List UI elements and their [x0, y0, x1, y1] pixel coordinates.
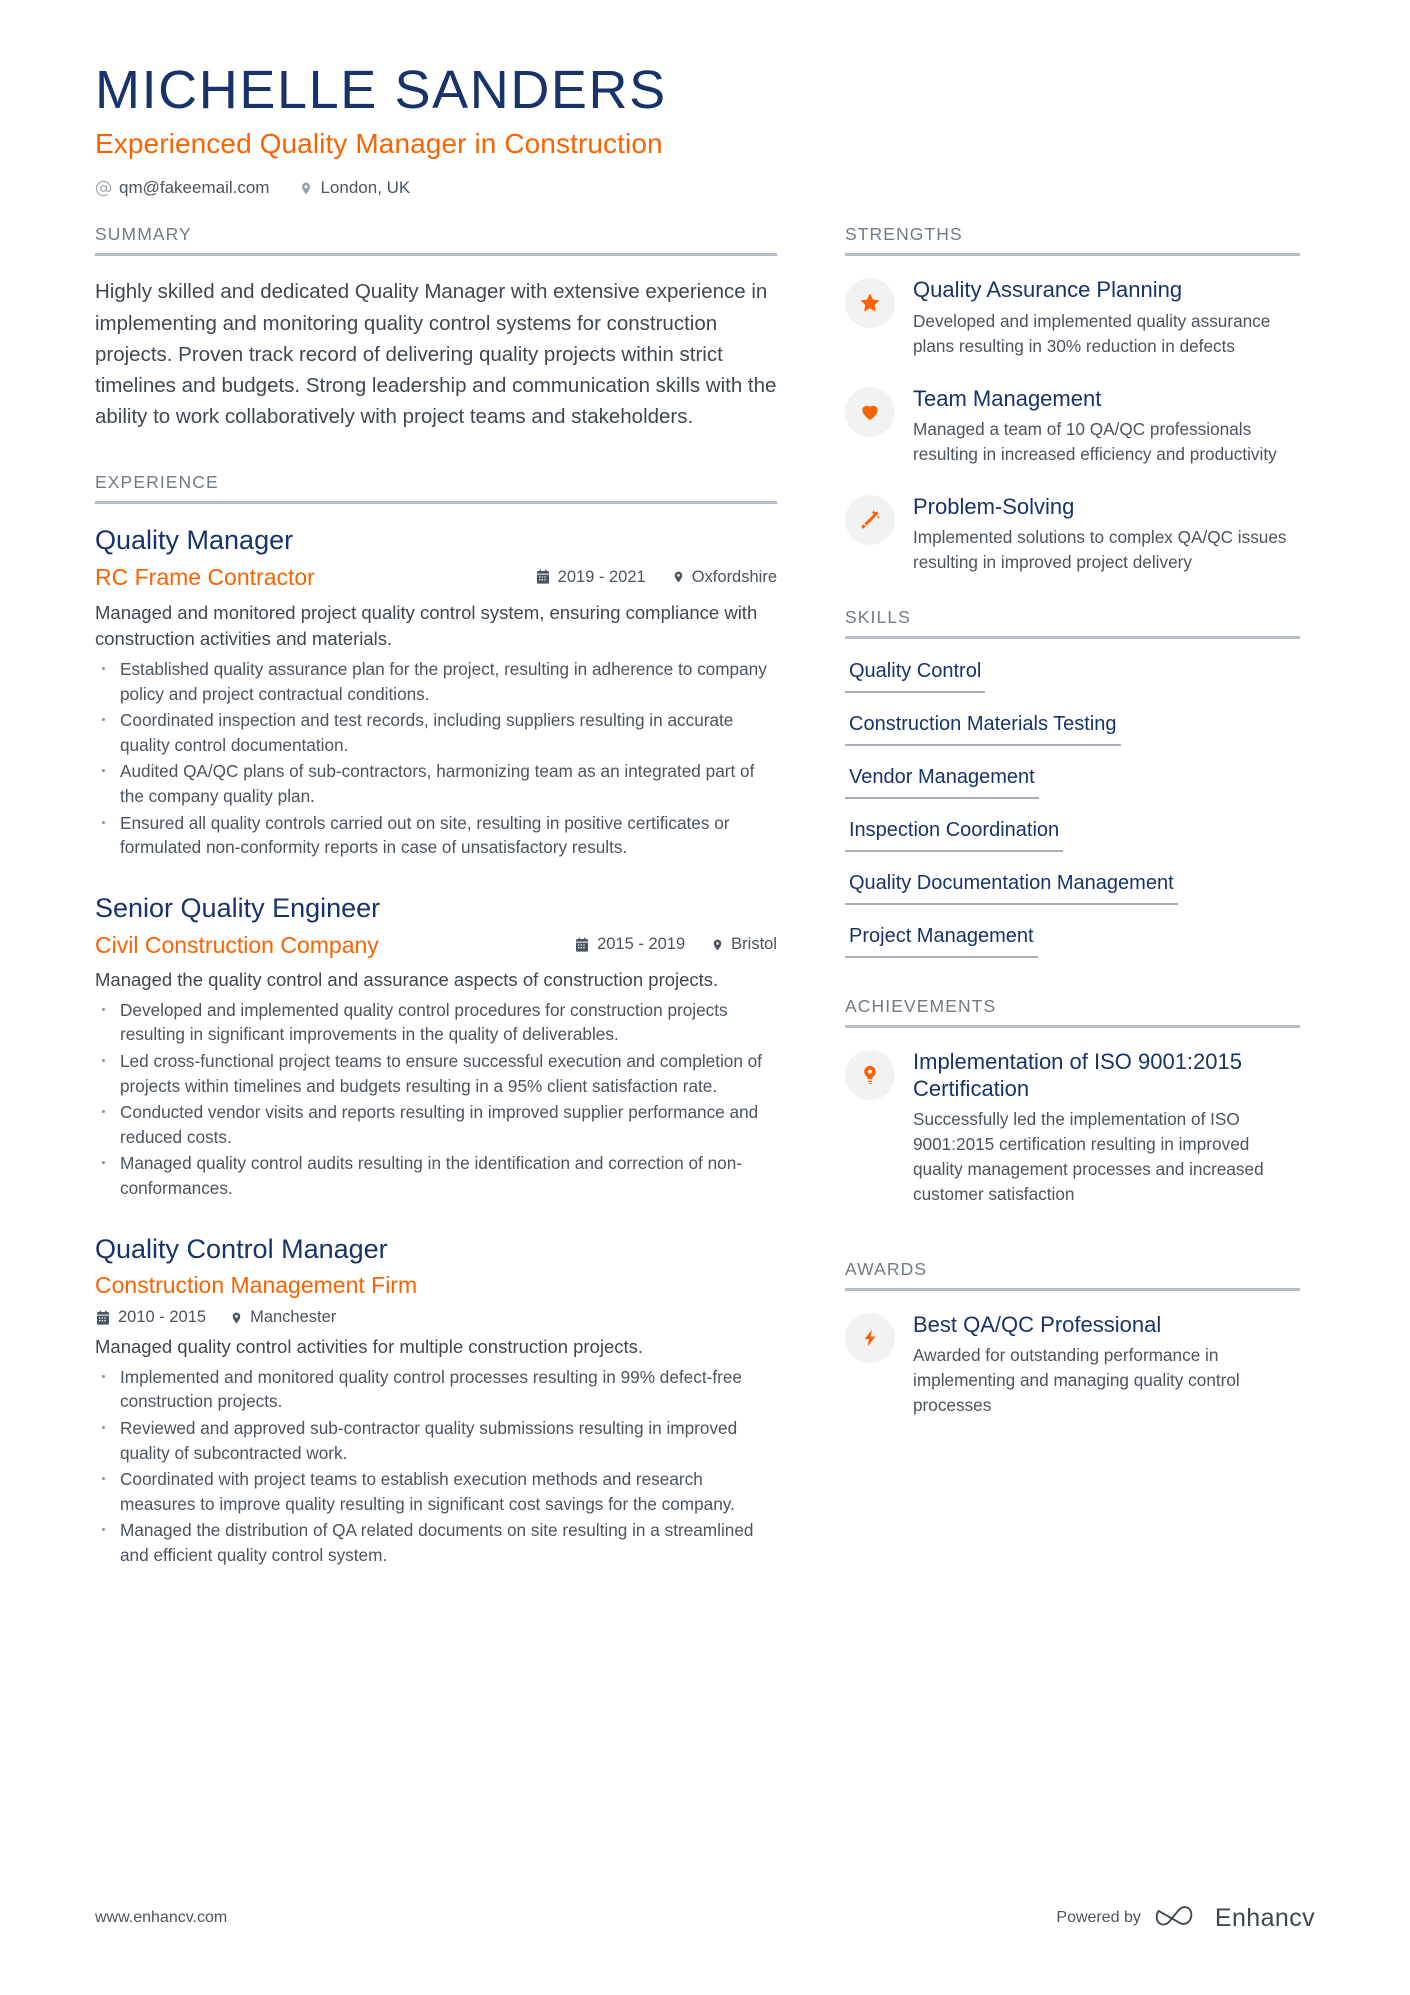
strength-item-description: Developed and implemented quality assurance plans resulting in 30% reduction in defects	[913, 310, 1271, 356]
experience-company: RC Frame Contractor	[95, 564, 315, 590]
resume-body	[95, 224, 1315, 1599]
section-heading-strengths: STRENGTHS	[845, 224, 963, 245]
section-heading-skills: SKILLS	[845, 606, 911, 627]
experience-entry	[95, 524, 777, 860]
section-divider	[845, 1025, 1300, 1028]
experience-bullet: Led cross-functional project teams to ensure successful execution and completion of projects within timelines and budgets resulting in a 95% client satisfaction rate.	[95, 1049, 777, 1098]
skill-item	[845, 924, 1300, 958]
star-icon	[845, 278, 895, 328]
section-heading-awards: AWARDS	[845, 1259, 928, 1280]
calendar-icon	[574, 937, 590, 953]
contact-location-text: London, UK	[320, 178, 411, 198]
experience-bullet: Managed the distribution of QA related documents on site resulting in a streamlined and efficient quality control system.	[95, 1518, 777, 1567]
experience-dates	[535, 568, 646, 587]
lightning-bolt-icon	[845, 1313, 895, 1363]
summary-text: Highly skilled and dedicated Quality Manager with extensive experience in implementing and monitoring quality control systems for construction projects. Proven track record of delivering quality projects within strict timelines and budgets. Strong leadership and communication skills with the ability to work collaboratively with project teams and stakeholders.	[95, 280, 777, 429]
lightbulb-icon	[845, 1050, 895, 1100]
experience-bullet: Coordinated inspection and test records, including suppliers resulting in accurate quality control documentation.	[95, 708, 777, 757]
experience-meta	[95, 563, 777, 592]
experience-bullets	[95, 998, 777, 1201]
experience-description: Managed quality control activities for multiple construction projects.	[95, 1336, 644, 1358]
skill-label: Quality Documentation Management	[845, 871, 1178, 905]
achievement-item	[845, 1048, 1300, 1207]
experience-company: Civil Construction Company	[95, 931, 379, 958]
experience-role: Quality Control Manager	[95, 1233, 388, 1264]
skill-label: Vendor Management	[845, 765, 1039, 799]
experience-dates	[95, 1308, 206, 1327]
headline-subtitle: Experienced Quality Manager in Construction	[95, 128, 663, 160]
skill-label: Project Management	[845, 924, 1038, 958]
section-divider	[95, 501, 777, 504]
at-sign-icon	[95, 180, 112, 197]
footer-website-link[interactable]: www.enhancv.com	[95, 1909, 228, 1926]
calendar-icon	[95, 1310, 111, 1326]
section-divider	[845, 636, 1300, 639]
enhancv-heart-infinity-logo	[1155, 1903, 1201, 1933]
skills-list	[845, 659, 1300, 958]
skill-label: Inspection Coordination	[845, 818, 1063, 852]
experience-entry	[95, 1233, 777, 1568]
strength-item-title: Team Management	[913, 385, 1102, 411]
experience-facts	[95, 1308, 777, 1327]
left-column	[95, 224, 777, 1599]
magic-wand-icon	[845, 495, 895, 545]
experience-bullet: Conducted vendor visits and reports resulting in improved supplier performance and reduced costs.	[95, 1100, 777, 1149]
right-column	[845, 224, 1300, 1444]
map-pin-icon	[672, 569, 685, 585]
experience-location	[230, 1308, 336, 1327]
achievement-item-description: Successfully led the implementation of ISO 9001:2015 certification resulting in improved quality management processes and increased customer satisfaction	[913, 1109, 1264, 1205]
experience-location	[672, 568, 777, 587]
experience-company: Construction Management Firm	[95, 1272, 418, 1299]
skill-item	[845, 659, 1300, 693]
skill-item	[845, 871, 1300, 905]
skill-item	[845, 712, 1300, 746]
experience-dates	[574, 935, 685, 954]
section-summary	[95, 224, 777, 432]
experience-location-text: Oxfordshire	[691, 567, 777, 586]
strength-item	[845, 493, 1300, 575]
calendar-icon	[535, 569, 551, 585]
experience-dates-text: 2010 - 2015	[118, 1308, 207, 1327]
experience-dates-text: 2019 - 2021	[557, 567, 646, 586]
experience-bullet: Reviewed and approved sub-contractor quality submissions resulting in improved quality of subcontracted work.	[95, 1416, 777, 1465]
experience-role: Senior Quality Engineer	[95, 892, 381, 923]
experience-meta	[95, 931, 777, 960]
experience-facts	[574, 935, 777, 954]
brand-name: Enhancv	[1214, 1903, 1315, 1932]
experience-description: Managed and monitored project quality control system, ensuring compliance with construction activities and materials.	[95, 601, 758, 650]
experience-bullets	[95, 1365, 777, 1568]
experience-bullet: Coordinated with project teams to establish execution methods and research measures to improve quality resulting in significant cost savings for the company.	[95, 1467, 777, 1516]
strength-item-description: Implemented solutions to complex QA/QC issues resulting in improved project delivery	[913, 527, 1287, 572]
awards-list	[845, 1311, 1300, 1418]
section-skills	[845, 607, 1300, 958]
experience-location-text: Bristol	[731, 935, 777, 953]
footer-branding	[1056, 1903, 1315, 1933]
section-experience	[95, 472, 777, 1567]
section-divider	[95, 253, 777, 256]
experience-bullet: Managed quality control audits resulting in the identification and correction of non-conformances.	[95, 1151, 777, 1200]
experience-bullet: Ensured all quality controls carried out on site, resulting in positive certificates or formulated non-conformity reports in case of unsatisfactory results.	[95, 811, 777, 860]
section-divider	[845, 1288, 1300, 1291]
experience-bullet: Implemented and monitored quality control processes resulting in 99% defect-free construction projects.	[95, 1365, 777, 1414]
experience-facts	[535, 568, 777, 587]
strength-item-description: Managed a team of 10 QA/QC professionals resulting in increased efficiency and productivity	[913, 418, 1277, 464]
experience-entry	[95, 892, 777, 1201]
experience-bullet: Audited QA/QC plans of sub-contractors, harmonizing team as an integrated part of the company quality plan.	[95, 759, 777, 808]
achievements-list	[845, 1048, 1300, 1207]
experience-bullet: Established quality assurance plan for the project, resulting in adherence to company policy and project contractual conditions.	[95, 657, 777, 706]
award-item-title: Best QA/QC Professional	[913, 1312, 1162, 1338]
section-heading-achievements: ACHIEVEMENTS	[845, 995, 997, 1016]
experience-role: Quality Manager	[95, 525, 294, 556]
contact-email-text: qm@fakeemail.com	[119, 178, 270, 198]
map-pin-icon	[230, 1310, 243, 1326]
skill-label: Construction Materials Testing	[845, 712, 1121, 746]
skill-label: Quality Control	[845, 659, 985, 693]
contact-row	[95, 178, 1315, 198]
map-pin-icon	[711, 937, 724, 953]
experience-location-text: Manchester	[250, 1308, 337, 1327]
strength-item	[845, 276, 1300, 358]
page-footer	[95, 1903, 1315, 1933]
section-awards	[845, 1259, 1300, 1418]
section-heading-experience: EXPERIENCE	[95, 472, 219, 493]
award-item	[845, 1311, 1300, 1418]
skill-item	[845, 765, 1300, 799]
map-pin-icon	[299, 180, 313, 197]
experience-description: Managed the quality control and assurance aspects of construction projects.	[95, 969, 719, 991]
experience-location	[711, 935, 777, 954]
contact-email[interactable]	[95, 178, 269, 198]
skill-item	[845, 818, 1300, 852]
contact-location	[299, 178, 410, 198]
strength-item-title: Problem-Solving	[913, 493, 1075, 519]
strength-item	[845, 385, 1300, 467]
page-title: MICHELLE SANDERS	[95, 60, 667, 120]
experience-bullets	[95, 657, 777, 860]
section-achievements	[845, 996, 1300, 1207]
heart-icon	[845, 387, 895, 437]
powered-by-label: Powered by	[1056, 1909, 1141, 1926]
experience-list	[95, 524, 777, 1567]
resume-header	[95, 60, 1315, 198]
section-heading-summary: SUMMARY	[95, 224, 192, 245]
section-strengths	[845, 224, 1300, 574]
section-divider	[845, 253, 1300, 256]
strength-item-title: Quality Assurance Planning	[913, 277, 1183, 303]
award-item-description: Awarded for outstanding performance in implementing and managing quality control processes	[913, 1345, 1240, 1416]
experience-meta	[95, 1271, 777, 1300]
experience-bullet: Developed and implemented quality control procedures for construction projects resulting in significant improvements in the quality of deliverables.	[95, 998, 777, 1047]
achievement-item-title: Implementation of ISO 9001:2015 Certification	[913, 1048, 1242, 1102]
experience-dates-text: 2015 - 2019	[597, 935, 686, 953]
strengths-list	[845, 276, 1300, 574]
